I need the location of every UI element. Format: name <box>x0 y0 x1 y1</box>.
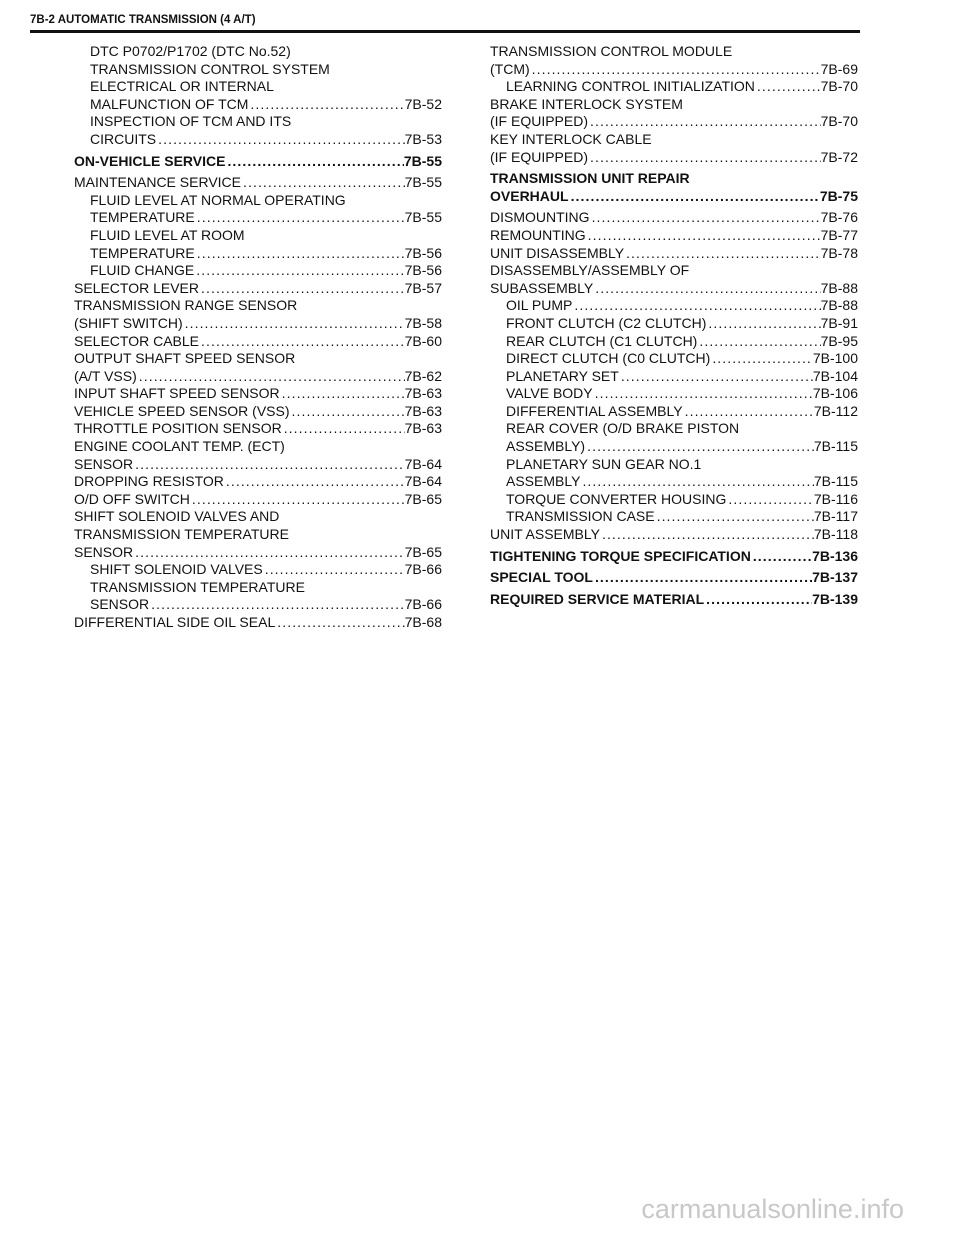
dot-leader <box>624 245 821 263</box>
toc-section-entry <box>490 591 858 609</box>
toc-entry <box>74 579 442 614</box>
dot-leader <box>726 491 813 509</box>
dot-leader <box>275 614 404 632</box>
toc-entry <box>74 614 442 632</box>
dot-leader <box>588 149 821 167</box>
dot-leader <box>290 403 405 421</box>
toc-entry-title-line: ENGINE COOLANT TEMP. (ECT) <box>74 438 285 455</box>
toc-entry-title-line: DISASSEMBLY/ASSEMBLY OF <box>490 262 690 279</box>
toc-entry-page-number: 7B-55 <box>404 209 442 226</box>
toc-entry-title: SPECIAL TOOL <box>490 569 593 586</box>
toc-entry-page-number: 7B-69 <box>820 60 858 77</box>
dot-leader <box>588 113 821 131</box>
toc-entry-title: SELECTOR CABLE <box>74 332 200 349</box>
toc-entry-title-line: SHIFT SOLENOID VALVES AND <box>74 508 280 525</box>
toc-entry-leader-line <box>74 614 442 632</box>
dot-leader <box>619 368 813 386</box>
toc-entry-title: UNIT ASSEMBLY <box>490 526 600 543</box>
toc-entry-page-number: 7B-62 <box>404 367 442 384</box>
dot-leader <box>704 591 812 609</box>
toc-entry-page-number: 7B-117 <box>813 508 858 525</box>
toc-entry <box>490 96 858 131</box>
dot-leader <box>530 61 821 79</box>
toc-entry-title: TIGHTENING TORQUE SPECIFICATION <box>490 547 751 564</box>
toc-entry-leader-line <box>490 368 858 386</box>
toc-entry-leader-line <box>490 526 858 544</box>
toc-entry-title-line: BRAKE INTERLOCK SYSTEM <box>490 95 683 112</box>
toc-entry-page-number: 7B-55 <box>404 174 442 191</box>
dot-leader <box>190 491 405 509</box>
toc-entry-leader-line <box>74 456 442 474</box>
toc-entry-leader-line <box>490 315 858 333</box>
toc-entry-leader-line <box>490 403 858 421</box>
toc-entry <box>490 227 858 245</box>
dot-leader <box>263 561 405 579</box>
toc-entry-page-number: 7B-52 <box>404 95 442 112</box>
dot-leader <box>593 385 813 403</box>
toc-entry-leader-line <box>490 350 858 368</box>
toc-entry-title: OIL PUMP <box>506 297 573 314</box>
dot-leader <box>580 473 813 491</box>
toc-entry-page-number: 7B-91 <box>820 314 858 331</box>
toc-entry-page-number: 7B-66 <box>404 561 442 578</box>
toc-entry-leader-line <box>490 61 858 79</box>
toc-entry-title: DIFFERENTIAL SIDE OIL SEAL <box>74 614 276 630</box>
toc-entry-page-number: 7B-106 <box>812 385 858 402</box>
toc-entry-leader-line <box>490 548 858 566</box>
toc-entry-leader-line <box>490 473 858 491</box>
toc-entry <box>74 438 442 473</box>
toc-entry-title: TEMPERATURE <box>90 209 195 226</box>
toc-entry-title: REQUIRED SERVICE MATERIAL <box>490 590 705 607</box>
toc-entry-leader-line <box>490 508 858 526</box>
toc-entry-title: (TCM) <box>490 60 530 77</box>
toc-entry-page-number: 7B-112 <box>813 402 858 419</box>
toc-entry-leader-line <box>490 438 858 456</box>
toc-entry-title: TEMPERATURE <box>90 244 195 261</box>
toc-entry-leader-line <box>74 315 442 333</box>
toc-entry <box>490 368 858 386</box>
toc-entry-title: REAR CLUTCH (C1 CLUTCH) <box>506 332 698 349</box>
toc-entry-title-line: TRANSMISSION CONTROL MODULE <box>490 43 733 59</box>
toc-entry-title: O/D OFF SWITCH <box>74 490 190 507</box>
toc-entry-page-number: 7B-63 <box>404 420 442 437</box>
toc-entry <box>74 113 442 148</box>
toc-entry <box>74 297 442 332</box>
toc-entry-title: MAINTENANCE SERVICE <box>74 174 241 191</box>
dot-leader <box>241 174 405 192</box>
toc-entry-leader-line <box>490 78 858 96</box>
dot-leader <box>569 188 820 206</box>
toc-entry-title-line: DTC P0702/P1702 (DTC No.52) <box>90 43 291 59</box>
toc-entry-title-line: TRANSMISSION TEMPERATURE <box>90 578 305 595</box>
toc-entry-page-number: 7B-118 <box>813 526 858 543</box>
toc-entry-title-line: INSPECTION OF TCM AND ITS <box>90 113 292 130</box>
toc-entry-leader-line <box>74 491 442 509</box>
toc-entry-title: INPUT SHAFT SPEED SENSOR <box>74 385 280 402</box>
toc-entry-title: ASSEMBLY) <box>506 438 586 455</box>
toc-entry-title-line: FLUID LEVEL AT NORMAL OPERATING <box>90 191 346 208</box>
toc-entry-title: FLUID CHANGE <box>90 262 195 279</box>
toc-entry <box>490 350 858 368</box>
toc-entry-title: FRONT CLUTCH (C2 CLUTCH) <box>506 314 707 331</box>
toc-entry-page-number: 7B-137 <box>812 569 858 586</box>
toc-entry-page-number: 7B-95 <box>820 332 858 349</box>
toc-entry-leader-line <box>74 420 442 438</box>
dot-leader <box>199 333 405 351</box>
toc-entry <box>490 456 858 491</box>
page-header: 7B-2 AUTOMATIC TRANSMISSION (4 A/T) <box>30 14 256 26</box>
dot-leader <box>710 350 813 368</box>
dot-leader <box>600 526 814 544</box>
toc-entry-leader-line <box>74 403 442 421</box>
dot-leader <box>225 153 403 171</box>
toc-entry-leader-line <box>74 131 442 149</box>
toc-entry <box>490 403 858 421</box>
toc-entry-leader-line <box>490 297 858 315</box>
dot-leader <box>199 280 405 298</box>
toc-entry-title: UNIT DISASSEMBLY <box>490 244 625 261</box>
toc-entry-title: TRANSMISSION CASE <box>506 508 655 525</box>
toc-entry-title-line: KEY INTERLOCK CABLE <box>490 130 652 147</box>
toc-entry-page-number: 7B-65 <box>404 543 442 560</box>
toc-entry-title-line: REAR COVER (O/D BRAKE PISTON <box>506 420 740 437</box>
toc-entry-page-number: 7B-77 <box>820 226 858 243</box>
toc-entry-page-number: 7B-65 <box>404 490 442 507</box>
toc-entry-title: SENSOR <box>74 543 134 560</box>
toc-entry <box>74 473 442 491</box>
toc-entry <box>490 333 858 351</box>
toc-entry-page-number: 7B-72 <box>820 148 858 165</box>
dot-leader <box>195 209 405 227</box>
toc-entry-title: CIRCUITS <box>90 130 157 147</box>
dot-leader <box>593 280 820 298</box>
toc-entry <box>74 333 442 351</box>
toc-entry-page-number: 7B-116 <box>813 490 858 507</box>
toc-entry-page-number: 7B-58 <box>404 314 442 331</box>
dot-leader <box>133 456 405 474</box>
toc-entry-leader-line <box>74 333 442 351</box>
toc-entry <box>490 131 858 166</box>
toc-entry-page-number: 7B-68 <box>404 614 442 630</box>
toc-entry-title: TORQUE CONVERTER HOUSING <box>506 490 727 507</box>
dot-leader <box>282 420 405 438</box>
toc-entry-title: DROPPING RESISTOR <box>74 473 224 490</box>
toc-entry-leader-line <box>490 385 858 403</box>
dot-leader <box>248 96 404 114</box>
toc-entry <box>74 561 442 579</box>
toc-entry-page-number: 7B-139 <box>812 590 858 607</box>
toc-entry-leader-line <box>490 491 858 509</box>
toc-entry <box>490 315 858 333</box>
toc-entry-leader-line <box>490 188 858 206</box>
toc-entry-title: OVERHAUL <box>490 187 569 204</box>
toc-entry <box>74 280 442 298</box>
toc-entry <box>490 526 858 544</box>
toc-entry-leader-line <box>74 96 442 114</box>
toc-column-right <box>490 43 858 612</box>
toc-entry-title-line: TRANSMISSION TEMPERATURE <box>74 526 289 543</box>
toc-entry-title: SHIFT SOLENOID VALVES <box>90 561 263 578</box>
toc-entry-title: DISMOUNTING <box>490 209 590 226</box>
toc-entry-title: SENSOR <box>74 455 134 472</box>
toc-entry-page-number: 7B-70 <box>820 113 858 130</box>
header-rule <box>30 30 860 33</box>
toc-entry-page-number: 7B-76 <box>820 209 858 226</box>
toc-entry-leader-line <box>490 227 858 245</box>
toc-entry-page-number: 7B-64 <box>404 473 442 490</box>
toc-entry-leader-line <box>490 280 858 298</box>
toc-entry <box>74 491 442 509</box>
toc-entry-page-number: 7B-78 <box>820 244 858 261</box>
toc-entry-page-number: 7B-70 <box>820 78 858 95</box>
toc-entry <box>74 227 442 262</box>
toc-entry-title: SUBASSEMBLY <box>490 279 594 296</box>
toc-entry-title-line: TRANSMISSION RANGE SENSOR <box>74 297 298 314</box>
toc-entry-title-line: FLUID LEVEL AT ROOM <box>90 226 245 243</box>
toc-entry-title: SELECTOR LEVER <box>74 279 200 296</box>
dot-leader <box>195 245 405 263</box>
toc-entry-page-number: 7B-57 <box>404 279 442 296</box>
dot-leader <box>149 596 405 614</box>
toc-entry-title: (IF EQUIPPED) <box>490 113 589 130</box>
dot-leader <box>224 473 405 491</box>
toc-entry-page-number: 7B-75 <box>819 187 858 204</box>
toc-entry-title: THROTTLE POSITION SENSOR <box>74 420 282 437</box>
toc-entry-title: DIRECT CLUTCH (C0 CLUTCH) <box>506 350 711 367</box>
toc-entry-page-number: 7B-100 <box>812 350 858 367</box>
toc-entry-leader-line <box>490 245 858 263</box>
toc-entry-leader-line <box>490 569 858 587</box>
toc-entry-page-number: 7B-60 <box>404 332 442 349</box>
toc-entry <box>74 350 442 385</box>
toc-entry-leader-line <box>490 113 858 131</box>
toc-entry-title: LEARNING CONTROL INITIALIZATION <box>506 78 755 95</box>
toc-section-entry <box>490 170 858 205</box>
toc-entry-leader-line <box>74 262 442 280</box>
toc-entry-title: REMOUNTING <box>490 226 586 243</box>
toc-entry-page-number: 7B-88 <box>820 279 858 296</box>
toc-entry-leader-line <box>74 596 442 614</box>
toc-entry-leader-line <box>74 544 442 562</box>
toc-entry-title: SENSOR <box>90 596 150 613</box>
toc-entry-title: ASSEMBLY <box>506 473 581 490</box>
toc-entry-page-number: 7B-63 <box>404 402 442 419</box>
dot-leader <box>156 131 405 149</box>
toc-entry-title: MALFUNCTION OF TCM <box>90 95 249 112</box>
toc-entry <box>74 174 442 192</box>
toc-entry <box>74 385 442 403</box>
toc-entry-page-number: 7B-88 <box>820 297 858 314</box>
dot-leader <box>697 333 820 351</box>
toc-entry <box>490 43 858 78</box>
toc-entry-page-number: 7B-64 <box>404 455 442 472</box>
toc-entry <box>490 297 858 315</box>
toc-entry <box>490 385 858 403</box>
toc-entry-leader-line <box>74 174 442 192</box>
toc-entry-leader-line <box>74 209 442 227</box>
toc-entry-page-number: 7B-136 <box>812 547 858 564</box>
toc-entry <box>490 420 858 455</box>
toc-entry-page-number: 7B-115 <box>813 438 858 455</box>
toc-entry-page-number: 7B-55 <box>403 152 442 169</box>
dot-leader <box>755 78 821 96</box>
toc-entry-title: (A/T VSS) <box>74 367 137 384</box>
toc-entry <box>74 508 442 561</box>
dot-leader <box>586 227 821 245</box>
toc-entry-title-line: PLANETARY SUN GEAR NO.1 <box>506 455 702 472</box>
toc-entry-page-number: 7B-56 <box>404 262 442 279</box>
dot-leader <box>183 315 405 333</box>
toc-entry-title: ON-VEHICLE SERVICE <box>74 152 226 169</box>
dot-leader <box>280 385 405 403</box>
toc-section-entry <box>74 153 442 171</box>
toc-entry-page-number: 7B-115 <box>813 473 858 490</box>
toc-entry-title: (SHIFT SWITCH) <box>74 314 183 331</box>
dot-leader <box>683 403 814 421</box>
toc-entry-leader-line <box>490 591 858 609</box>
toc-entry-leader-line <box>74 561 442 579</box>
dot-leader <box>137 368 405 386</box>
toc-entry-leader-line <box>74 280 442 298</box>
toc-entry-title: VALVE BODY <box>506 385 593 402</box>
toc-entry-title: (IF EQUIPPED) <box>490 148 589 165</box>
toc-entry-leader-line <box>74 153 442 171</box>
toc-entry <box>74 262 442 280</box>
toc-entry <box>490 262 858 297</box>
toc-entry <box>490 245 858 263</box>
dot-leader <box>572 297 820 315</box>
toc-entry <box>490 78 858 96</box>
toc-entry <box>74 403 442 421</box>
toc-entry <box>74 43 442 113</box>
toc-entry-title: DIFFERENTIAL ASSEMBLY <box>506 402 683 419</box>
toc-entry <box>74 192 442 227</box>
toc-entry-leader-line <box>490 333 858 351</box>
dot-leader <box>655 508 814 526</box>
toc-entry <box>74 420 442 438</box>
toc-entry-title-line: OUTPUT SHAFT SPEED SENSOR <box>74 350 296 367</box>
toc-entry-page-number: 7B-56 <box>404 244 442 261</box>
toc-entry <box>490 491 858 509</box>
toc-entry-page-number: 7B-66 <box>404 596 442 613</box>
dot-leader <box>585 438 814 456</box>
toc-column-left <box>74 43 442 632</box>
watermark: carmanualsonline.info <box>641 1194 904 1224</box>
toc-entry-title: VEHICLE SPEED SENSOR (VSS) <box>74 402 290 419</box>
toc-entry-page-number: 7B-53 <box>404 130 442 147</box>
dot-leader <box>133 544 405 562</box>
toc-entry-leader-line <box>74 385 442 403</box>
toc-entry-leader-line <box>490 149 858 167</box>
toc-entry-title-line: TRANSMISSION UNIT REPAIR <box>490 170 690 187</box>
toc-entry <box>490 209 858 227</box>
toc-entry-leader-line <box>74 368 442 386</box>
dot-leader <box>593 569 812 587</box>
dot-leader <box>590 209 821 227</box>
dot-leader <box>751 548 812 566</box>
toc-section-entry <box>490 569 858 587</box>
toc-entry-page-number: 7B-104 <box>812 367 858 384</box>
dot-leader <box>706 315 820 333</box>
toc-entry-title-line: TRANSMISSION CONTROL SYSTEM <box>90 60 330 77</box>
toc-entry-title: PLANETARY SET <box>506 367 619 384</box>
toc-section-entry <box>490 548 858 566</box>
toc-entry-leader-line <box>490 209 858 227</box>
toc-entry-page-number: 7B-63 <box>404 385 442 402</box>
toc-entry-title-line: ELECTRICAL OR INTERNAL <box>90 78 274 95</box>
toc-entry-leader-line <box>74 245 442 263</box>
dot-leader <box>194 262 404 280</box>
toc-entry-leader-line <box>74 473 442 491</box>
toc-entry <box>490 508 858 526</box>
